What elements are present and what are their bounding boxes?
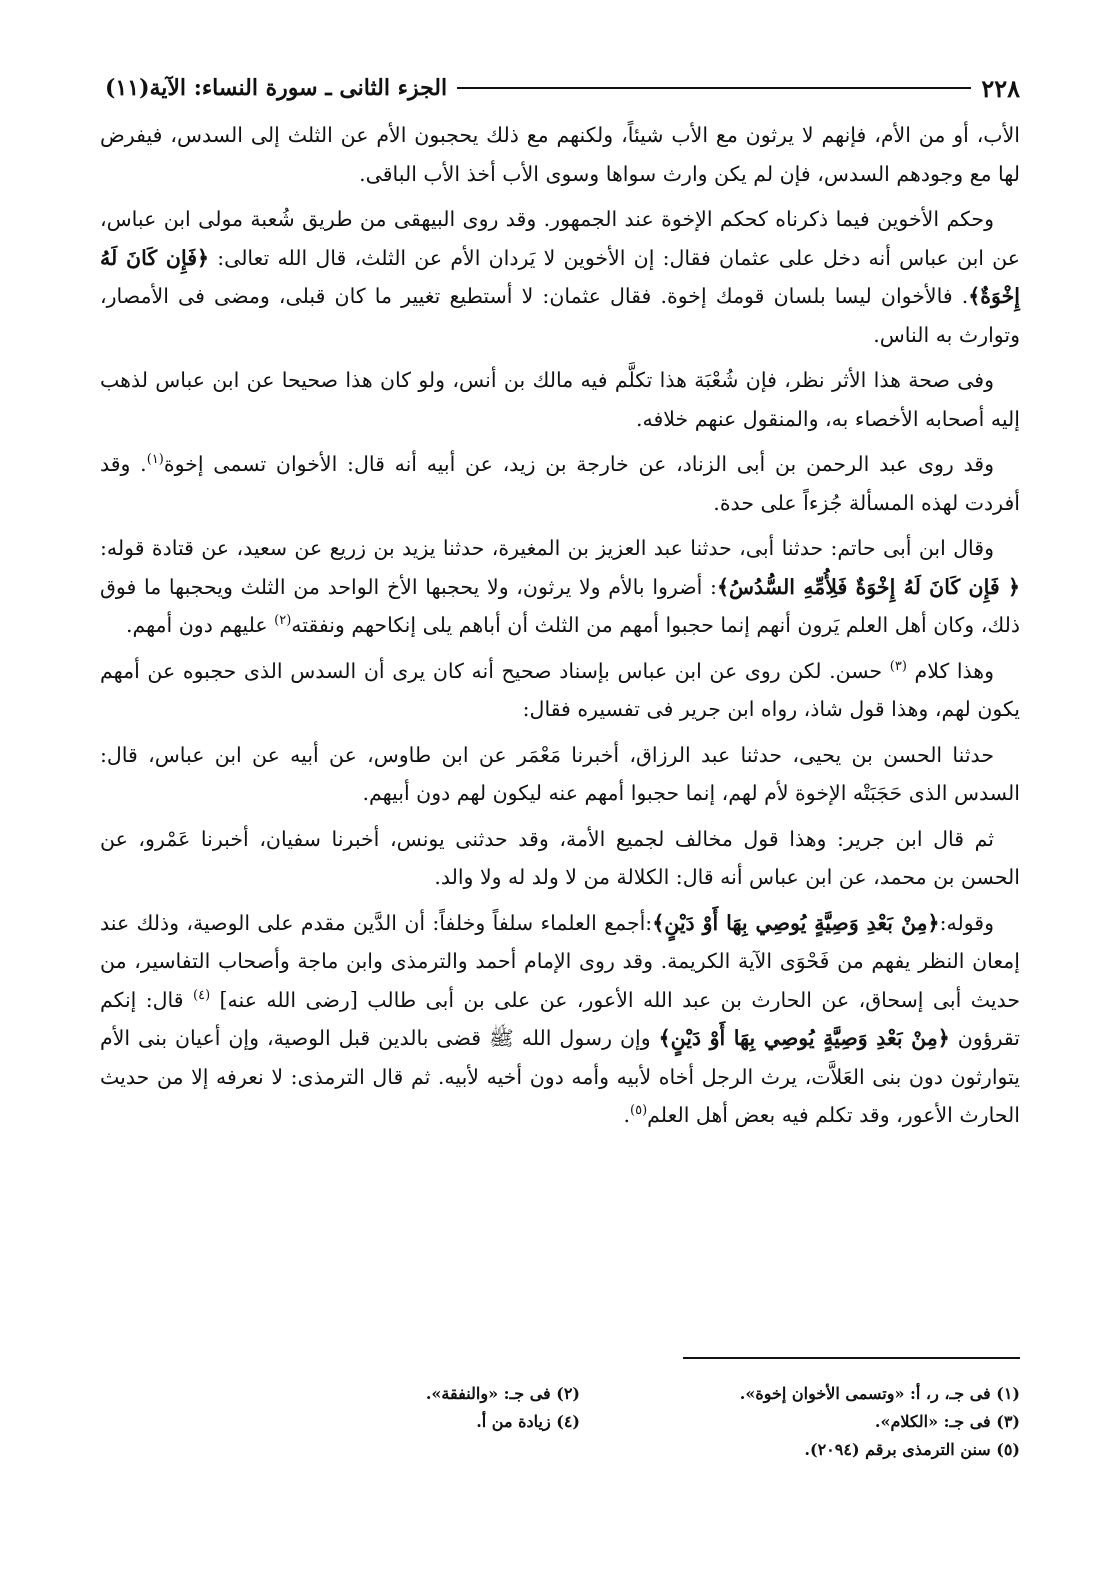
footnote: (٥) سنن الترمذى برقم (٢٠٩٤).: [804, 1440, 1020, 1459]
paragraph-text: وقوله:: [939, 910, 994, 935]
footnote-ref: (١): [146, 452, 164, 468]
paragraph-text: وإن رسول الله ﷺ قضى بالدين قبل الوصية، وإن أعيان بنى الأم يتوارثون دون بنى العَلاَّت، يرث الرجل أخاه لأبيه وأمه دون أخيه لأبيه. ثم قال الترمذى: لا نعرفه إلا من حديث الحارث الأعور، وقد تكلم فيه بعض أهل العلم: [100, 1026, 1020, 1127]
footnote: (٢) فى جـ: «والنفقة».: [425, 1384, 580, 1403]
paragraph-text: وحكم الأخوين فيما ذكرناه كحكم الإخوة عند الجمهور. وقد روى البيهقى من طريق شُعبة مولى ابن عباس، عن ابن عباس أنه دخل على عثمان فقال: إن الأخوين لا يَردان الأم عن الثلث، قال الله تعالى:: [100, 207, 1020, 270]
footnote: (٣) فى جـ: «الكلام».: [874, 1412, 1020, 1431]
paragraph-text: حسن. لكن روى عن ابن عباس بإسناد صحيح أنه كان يرى أن السدس الذى حجبوه عن أمهم يكون لهم، وهذا قول شاذ، رواه ابن جرير فى تفسيره فقال:: [100, 658, 1020, 721]
quran-verse: ﴿ فَإِن كَانَ لَهُ إِخْوَةٌ فَلِأُمِّهِ السُّدُسُ﴾: [716, 574, 1020, 599]
footnote-rule: [683, 1357, 1020, 1359]
main-text: [100, 116, 1020, 1142]
paragraph-text: . وقد أفردت لهذه المسألة جُزءاً على حدة.: [100, 452, 1020, 515]
paragraph-text: قال: إنكم تقرؤون: [100, 987, 1020, 1050]
paragraph-text: ثم قال ابن جرير: وهذا قول مخالف لجميع الأمة، وقد حدثنى يونس، أخبرنا سفيان، أخبرنا عَمْرو، عن الحسن بن محمد، عن ابن عباس أنه قال: الكلالة من لا ولد له ولا والد.: [100, 826, 1020, 889]
quran-verse: ﴿مِنْ بَعْدِ وَصِيَّةٍ يُوصِي بِهَا أَوْ دَيْنٍ﴾: [658, 1026, 950, 1050]
footnote-ref: (٣): [889, 658, 907, 674]
footnote-row: [270, 1408, 1020, 1436]
paragraph: [100, 116, 1020, 193]
paragraph-text: وقد روى عبد الرحمن بن أبى الزناد، عن خارجة بن زيد، عن أبيه أنه قال: الأخوان تسمى إخوة: [163, 452, 994, 476]
paragraph: [100, 529, 1020, 645]
paragraph-text: :أجمع العلماء سلفاً وخلفاً: أن الدَّين مقدم على الوصية، وذلك عند إمعان النظر يفهم من فَحْوَى الآية الكريمة. وقد روى الإمام أحمد والترمذى وابن ماجة وأصحاب التفاسير، من حديث أبى إسحاق، عن الحارث بن عبد الله الأعور، عن على بن أبى طالب [رضى الله عنه]: [100, 910, 1020, 1012]
paragraph: [100, 820, 1020, 897]
paragraph: [100, 445, 1020, 522]
running-header: [105, 68, 1020, 108]
footnote-ref: (٥): [630, 1103, 648, 1119]
paragraph-text: وفى صحة هذا الأثر نظر، فإن شُعْبَة هذا تكلَّم فيه مالك بن أنس، ولو كان هذا صحيحا عن ابن عباس لذهب إليه أصحابه الأخصاء به، والمنقول عنهم خلافه.: [100, 368, 1020, 431]
paragraph-text: : أضروا بالأم ولا يرثون، ولا يحجبها الأخ الواحد من الثلث ويحجبها ما فوق ذلك، وكان أهل العلم يَرون أنهم إنما حجبوا أمهم من الثلث أن أباهم يلى إنكاحهم ونفقته: [100, 574, 1020, 637]
footnote-ref: (٤): [193, 987, 211, 1003]
header-title: الجزء الثانى ـ سورة النساء: الآية(١١): [105, 75, 448, 101]
paragraph-text: وقال ابن أبى حاتم: حدثنا أبى، حدثنا عبد العزيز بن المغيرة، حدثنا يزيد بن زريع عن سعيد، عن قتادة قوله:: [100, 536, 994, 560]
footnote: (٤) زيادة من أ.: [476, 1412, 580, 1431]
footnotes: [270, 1380, 1020, 1464]
paragraph-text: وهذا كلام: [906, 658, 994, 683]
paragraph: [100, 200, 1020, 354]
paragraph: [100, 736, 1020, 813]
footnote-ref: (٢): [274, 613, 292, 629]
paragraph-text: . فالأخوان ليسا بلسان قومك إخوة. فقال عثمان: لا أستطيع تغيير ما كان قبلى، ومضى فى الأمصار، وتوارث به الناس.: [100, 284, 1020, 347]
quran-verse: ﴿مِنْ بَعْدِ وَصِيَّةٍ يُوصِي بِهَا أَوْ دَيْنٍ﴾: [652, 910, 940, 935]
paragraph: [100, 652, 1020, 729]
page-number: ٢٢٨: [981, 73, 1020, 103]
footnote-row: [270, 1380, 1020, 1408]
footnote-row: [270, 1436, 1020, 1464]
footnote: (١) فى جـ، ر، أ: «وتسمى الأخوان إخوة».: [739, 1384, 1020, 1403]
header-rule: [457, 87, 971, 89]
paragraph: [100, 904, 1020, 1135]
paragraph-text: عليهم دون أمهم.: [125, 613, 275, 637]
paragraph: [100, 361, 1020, 438]
paragraph-text: حدثنا الحسن بن يحيى، حدثنا عبد الرزاق، أخبرنا مَعْمَر عن ابن طاوس، عن أبيه عن ابن عباس، قال: السدس الذى حَجَبَتْه الإخوة لأم لهم، إنما حجبوا أمهم عنه ليكون لهم دون أبيهم.: [100, 742, 1020, 805]
quran-verse: ﴿فَإِن كَانَ لَهُ إِخْوَةٌ﴾: [100, 245, 1020, 308]
paragraph-text: الأب، أو من الأم، فإنهم لا يرثون مع الأب شيئاً، ولكنهم مع ذلك يحجبون الأم عن الثلث إلى السدس، فيفرض لها مع وجودهم السدس، فإن لم يكن وارث سواها وسوى الأب أخذ الأب الباقى.: [100, 123, 1020, 186]
paragraph-text: .: [623, 1103, 630, 1127]
